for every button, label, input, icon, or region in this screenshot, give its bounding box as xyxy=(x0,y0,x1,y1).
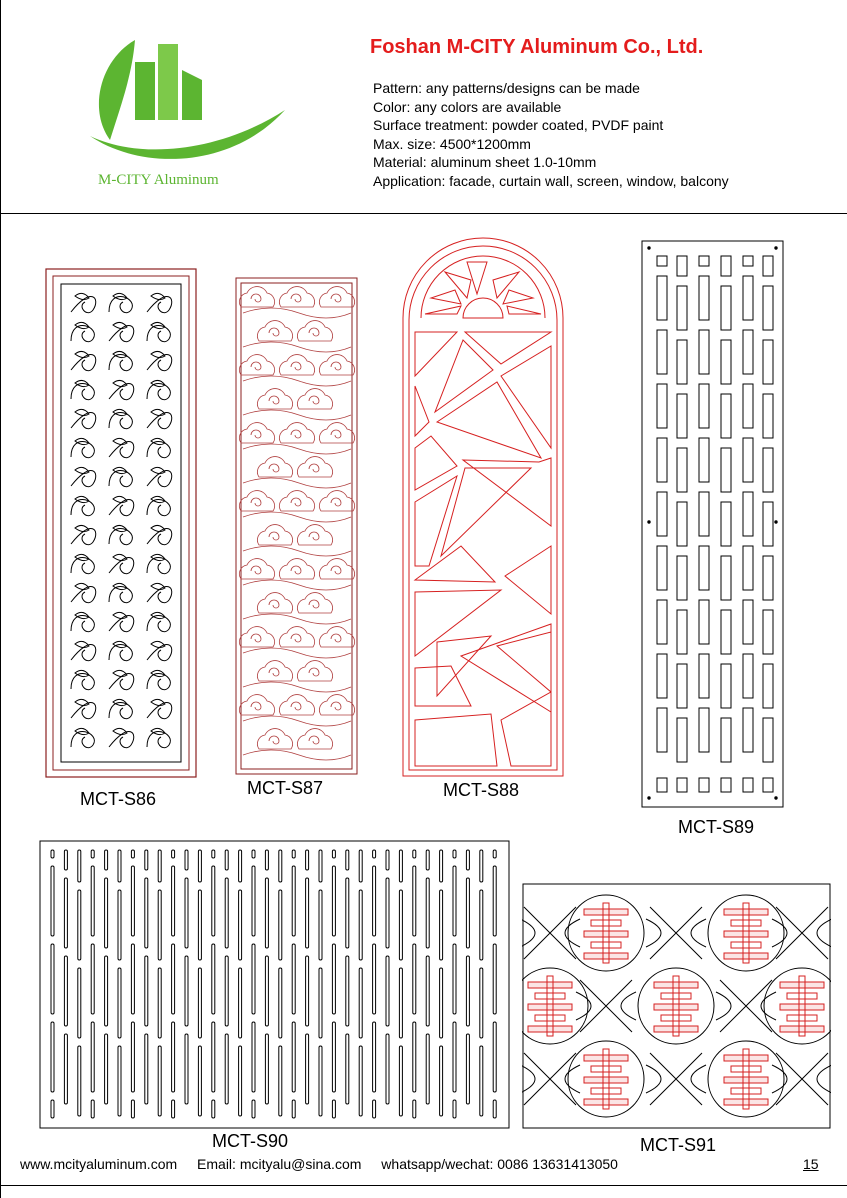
spec-size: Max. size: 4500*1200mm xyxy=(373,135,531,152)
label-mct-s91: MCT-S91 xyxy=(640,1135,717,1155)
panel-mct-s87 xyxy=(235,277,358,775)
footer-divider xyxy=(0,1185,847,1186)
spec-application: Application: facade, curtain wall, screen, window, balcony xyxy=(373,172,729,189)
company-name: Foshan M-CITY Aluminum Co., Ltd. xyxy=(370,36,704,58)
footer-contact xyxy=(20,1156,830,1172)
spec-surface: Surface treatment: powder coated, PVDF paint xyxy=(373,117,664,133)
logo-text: M-CITY Aluminum xyxy=(98,172,219,188)
label-mct-s88: MCT-S88 xyxy=(443,780,520,800)
panel-mct-s89 xyxy=(641,240,784,808)
page-left-rule xyxy=(0,0,1,1198)
header-divider xyxy=(0,213,847,214)
footer-website[interactable]: www.mcityaluminum.com xyxy=(20,1156,178,1172)
panel-mct-s90 xyxy=(39,840,510,1129)
panel-mct-s88 xyxy=(401,236,565,778)
label-mct-s90: MCT-S90 xyxy=(212,1131,289,1151)
panel-mct-s91 xyxy=(522,883,831,1129)
spec-material: Material: aluminum sheet 1.0-10mm xyxy=(373,154,597,170)
spec-color: Color: any colors are available xyxy=(373,98,562,115)
footer-email[interactable]: Email: mcityalu@sina.com xyxy=(197,1156,362,1172)
specs-list xyxy=(373,79,843,190)
spec-pattern: Pattern: any patterns/designs can be made xyxy=(373,80,640,96)
footer-whatsapp: whatsapp/wechat: 0086 13631413050 xyxy=(381,1156,618,1172)
company-logo xyxy=(60,20,300,200)
label-mct-s86: MCT-S86 xyxy=(80,789,157,809)
label-mct-s87: MCT-S87 xyxy=(247,778,324,798)
label-mct-s89: MCT-S89 xyxy=(678,817,755,837)
panel-mct-s86 xyxy=(45,268,197,778)
page-number: 15 xyxy=(803,1156,819,1172)
